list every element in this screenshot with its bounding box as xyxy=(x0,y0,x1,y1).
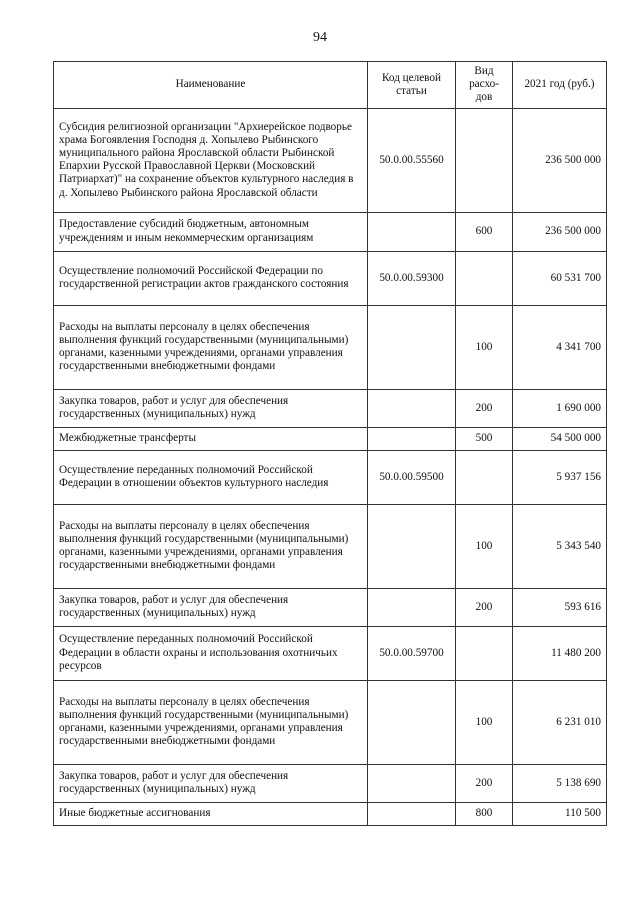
table-row xyxy=(54,504,607,588)
row-kind xyxy=(456,251,513,305)
row-code: 50.0.00.59500 xyxy=(368,450,456,504)
table-row xyxy=(54,427,607,450)
row-name: Расходы на выплаты персоналу в целях обеспечения выполнения функций государственными (муниципальными) органами, казенными учреждениями, органами управления государственными внебюджетными фондами xyxy=(54,504,368,588)
row-kind: 100 xyxy=(456,504,513,588)
row-kind: 800 xyxy=(456,802,513,825)
row-code xyxy=(368,802,456,825)
row-code xyxy=(368,588,456,626)
row-kind: 200 xyxy=(456,389,513,427)
row-sum: 1 690 000 xyxy=(513,389,607,427)
table-row xyxy=(54,251,607,305)
table-row xyxy=(54,108,607,212)
table-row xyxy=(54,389,607,427)
row-sum: 110 500 xyxy=(513,802,607,825)
row-sum: 593 616 xyxy=(513,588,607,626)
row-sum: 54 500 000 xyxy=(513,427,607,450)
table-header-row xyxy=(54,62,607,109)
row-kind: 200 xyxy=(456,588,513,626)
row-name: Межбюджетные трансферты xyxy=(54,427,368,450)
row-sum: 236 500 000 xyxy=(513,212,607,251)
table-row xyxy=(54,680,607,764)
row-code: 50.0.00.55560 xyxy=(368,108,456,212)
table-row xyxy=(54,305,607,389)
row-code xyxy=(368,680,456,764)
row-code: 50.0.00.59300 xyxy=(368,251,456,305)
row-name: Закупка товаров, работ и услуг для обеспечения государственных (муниципальных) нужд xyxy=(54,389,368,427)
row-name: Закупка товаров, работ и услуг для обеспечения государственных (муниципальных) нужд xyxy=(54,588,368,626)
table-row xyxy=(54,212,607,251)
header-name: Наименование xyxy=(54,62,368,109)
row-code xyxy=(368,305,456,389)
row-sum: 236 500 000 xyxy=(513,108,607,212)
row-sum: 11 480 200 xyxy=(513,626,607,680)
row-sum: 5 343 540 xyxy=(513,504,607,588)
row-kind: 100 xyxy=(456,680,513,764)
row-kind: 100 xyxy=(456,305,513,389)
row-code xyxy=(368,389,456,427)
row-sum: 5 138 690 xyxy=(513,764,607,802)
row-code: 50.0.00.59700 xyxy=(368,626,456,680)
row-code xyxy=(368,212,456,251)
row-name: Субсидия религиозной организации "Архиерейское подворье храма Богоявления Господня д. Хопылево Рыбинского муниципального района Ярославской области Рыбинской Епархии Русской Православной Церкви (Московский Патриархат)" на сохранение объектов культурного наследия в д. Хопылево Рыбинского района Ярославской области xyxy=(54,108,368,212)
row-name: Расходы на выплаты персоналу в целях обеспечения выполнения функций государственными (муниципальными) органами, казенными учреждениями, органами управления государственными внебюджетными фондами xyxy=(54,680,368,764)
table-row xyxy=(54,588,607,626)
row-name: Расходы на выплаты персоналу в целях обеспечения выполнения функций государственными (муниципальными) органами, казенными учреждениями, органами управления государственными внебюджетными фондами xyxy=(54,305,368,389)
table-row xyxy=(54,802,607,825)
budget-table xyxy=(53,61,607,826)
table-row xyxy=(54,626,607,680)
row-kind xyxy=(456,108,513,212)
header-kind: Вид расхо-дов xyxy=(456,62,513,109)
row-kind: 500 xyxy=(456,427,513,450)
row-kind xyxy=(456,626,513,680)
row-sum: 4 341 700 xyxy=(513,305,607,389)
header-sum: 2021 год (руб.) xyxy=(513,62,607,109)
row-name: Предоставление субсидий бюджетным, автономным учреждениям и иным некоммерческим организациям xyxy=(54,212,368,251)
row-name: Осуществление полномочий Российской Федерации по государственной регистрации актов гражданского состояния xyxy=(54,251,368,305)
row-code xyxy=(368,764,456,802)
row-sum: 60 531 700 xyxy=(513,251,607,305)
row-kind: 600 xyxy=(456,212,513,251)
page-number: 94 xyxy=(313,30,327,45)
row-kind: 200 xyxy=(456,764,513,802)
row-code xyxy=(368,427,456,450)
row-kind xyxy=(456,450,513,504)
row-sum: 6 231 010 xyxy=(513,680,607,764)
row-name: Иные бюджетные ассигнования xyxy=(54,802,368,825)
row-sum: 5 937 156 xyxy=(513,450,607,504)
row-name: Осуществление переданных полномочий Российской Федерации в отношении объектов культурного наследия xyxy=(54,450,368,504)
row-code xyxy=(368,504,456,588)
table-row xyxy=(54,764,607,802)
row-name: Осуществление переданных полномочий Российской Федерации в области охраны и использования охотничьих ресурсов xyxy=(54,626,368,680)
header-code: Код целевой статьи xyxy=(368,62,456,109)
row-name: Закупка товаров, работ и услуг для обеспечения государственных (муниципальных) нужд xyxy=(54,764,368,802)
table-row xyxy=(54,450,607,504)
